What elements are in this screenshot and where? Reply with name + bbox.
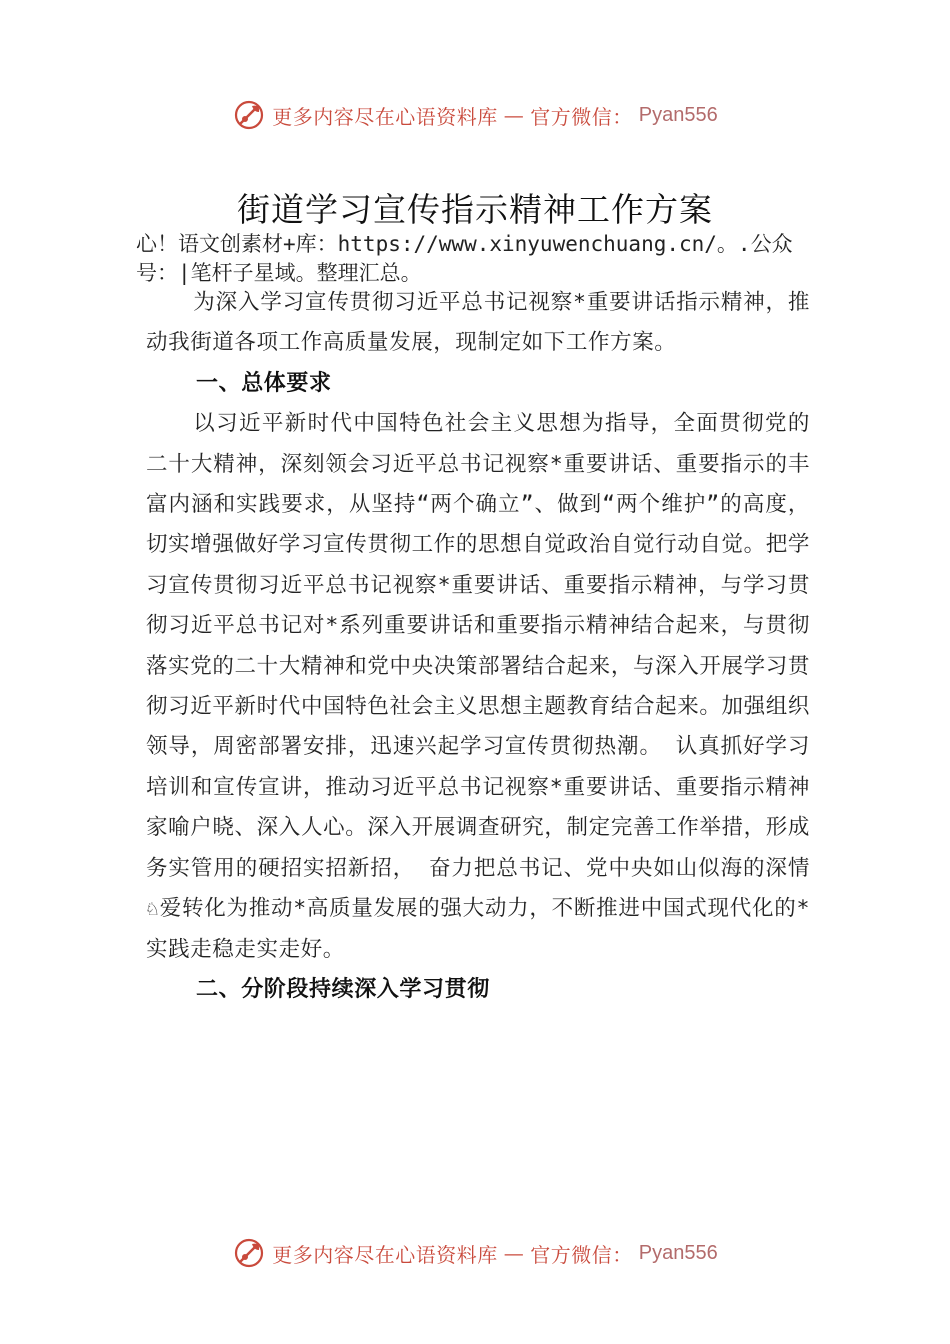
section-heading-1: 一、总体要求 bbox=[196, 370, 332, 396]
watermark-official-label: 官方微信： bbox=[530, 1242, 633, 1267]
source-line: 心！语文创素材+库：https://www.xinyuwenchuang.cn/。.公众号：|笔杆子星域。整理汇总。 bbox=[136, 232, 793, 285]
watermark-banner-top bbox=[0, 95, 950, 135]
document-body bbox=[146, 283, 810, 1010]
watermark-banner-bottom bbox=[0, 1233, 950, 1273]
section-heading-2: 二、分阶段持续深入学习贯彻 bbox=[196, 976, 490, 1002]
watermark-wechat-id: Pyan556 bbox=[638, 1241, 718, 1264]
section-1-paragraph: 以习近平新时代中国特色社会主义思想为指导，全面贯彻党的二十大精神，深刻领会习近平总书记视察*重要讲话、重要指示的丰富内涵和实践要求，从坚持“两个确立”、做到“两个维护”的高度，切实增强做好学习宣传贯彻工作的思想自觉政治自觉行动自觉。把学习宣传贯彻习近平总书记视察*重要讲话、重要指示精神，与学习贯彻习近平总书记对*系列重要讲话和重要指示精神结合起来，与贯彻落实党的二十大精神和党中央决策部署结合起来，与深入开展学习贯彻习近平新时代中国特色社会主义思想主题教育结合起来。加强组织领导，周密部署安排，迅速兴起学习宣传贯彻热潮。 认真抓好学习培训和宣传宣讲，推动习近平总书记视察*重要讲话、重要指示精神家喻户晓、深入人心。深入开展调查研究，制定完善工作举措，形成务实管用的硬招实招新招， 奋力把总书记、党中央如山似海的深情♘爱转化为推动*高质量发展的强大动力，不断推进中国式现代化的*实践走稳走实走好。 bbox=[146, 411, 810, 962]
watermark-separator: — bbox=[503, 1241, 525, 1265]
quill-seal-icon bbox=[232, 98, 266, 132]
watermark-wechat-id: Pyan556 bbox=[638, 103, 718, 126]
watermark-brand-text: 更多内容尽在心语资料库 bbox=[272, 1242, 498, 1267]
watermark-separator: — bbox=[503, 103, 525, 127]
watermark-official-label: 官方微信： bbox=[530, 104, 633, 129]
watermark-brand-text: 更多内容尽在心语资料库 bbox=[272, 104, 498, 129]
document-title: 街道学习宣传指示精神工作方案 bbox=[237, 190, 713, 229]
quill-seal-icon bbox=[232, 1236, 266, 1270]
intro-paragraph: 为深入学习宣传贯彻习近平总书记视察*重要讲话指示精神，推动我街道各项工作高质量发展，现制定如下工作方案。 bbox=[146, 290, 810, 356]
